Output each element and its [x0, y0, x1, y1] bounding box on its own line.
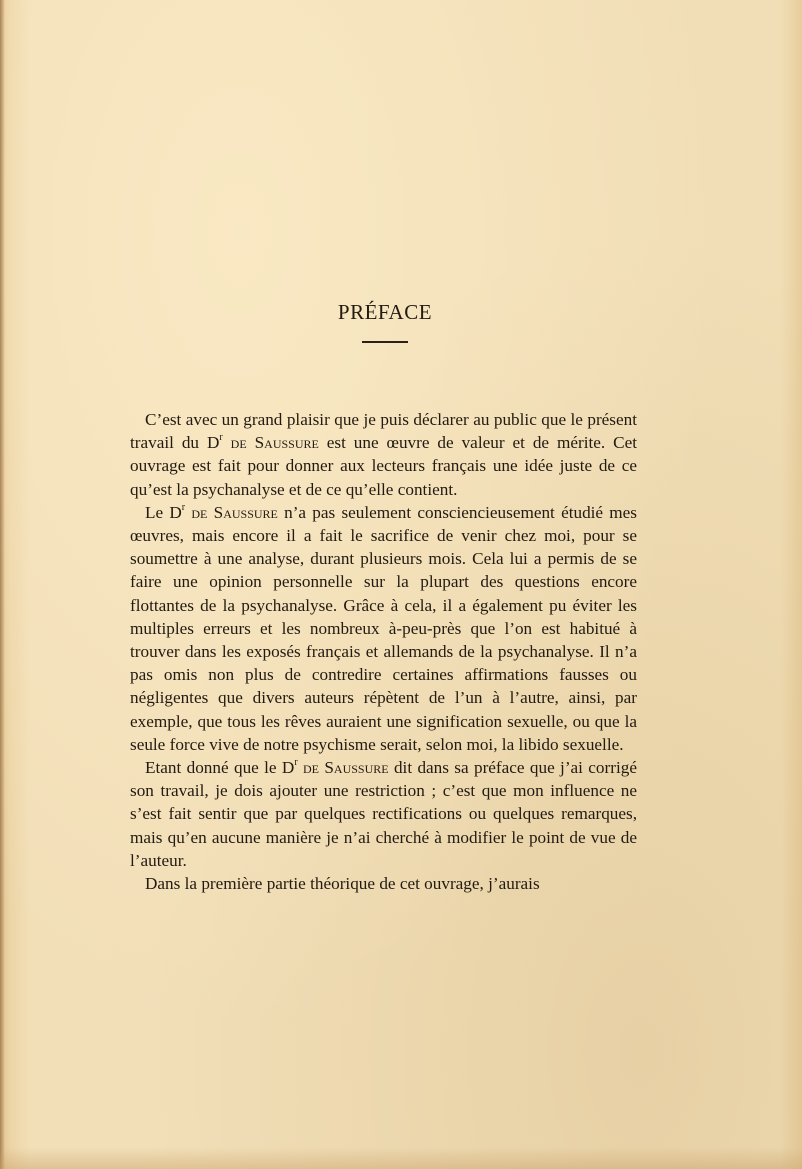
paragraph-text: Etant donné que le D — [145, 758, 295, 778]
paragraph-text: est une œuvre de valeur et de mérite. Cet ouvrage est fait pour donner aux lecteurs français une idée juste de ce qu’est la psychanalyse et de ce qu’elle contient. — [130, 433, 637, 499]
preface-body — [130, 408, 637, 895]
superscript-r: r — [294, 757, 298, 769]
page-title: PRÉFACE — [337, 300, 433, 324]
paragraph-text: n’a pas seulement consciencieusement étudié mes œuvres, mais encore il a fait le sacrifice de venir chez moi, pour se soumettre à une analyse, durant plusieurs mois. Cela lui a permis de se faire une opinion personnelle sur la plupart des questions encore flottantes de la psychanalyse. Grâce à cela, il a également pu éviter les multiples erreurs et les nombreux à-peu-près que l’on est habitué à trouver dans les exposés français et allemands de la psychanalyse. Il n’a pas omis non plus de contredire certaines affirmations fausses ou négligentes que divers auteurs répètent de l’un à l’autre, ainsi, par exemple, que tous les rêves auraient une signification sexuelle, ou que la seule force vive de notre psychisme serait, selon moi, la libido sexuelle. — [130, 502, 637, 754]
paragraph-text: C’est avec un grand plaisir que je puis déclarer au public que le présent travail du D — [130, 410, 637, 453]
author-name: de Saussure — [230, 433, 319, 453]
paragraph-text: dit dans sa préface que j’ai corrigé son travail, je dois ajouter une restriction ; c’est que mon influence ne s’est fait sentir que par quelques rectifications ou quelques remarques, mais qu’en aucune manière je n’ai cherché à modifier le point de vue de l’auteur. — [130, 758, 637, 870]
paragraph-2 — [130, 501, 637, 756]
title-rule — [362, 341, 408, 343]
page-bottom-shadow — [0, 1147, 802, 1169]
paragraph-text: Le D — [145, 502, 182, 522]
paragraph-1 — [130, 408, 637, 501]
superscript-r: r — [219, 432, 223, 444]
paragraph-4 — [130, 872, 637, 895]
author-name: de Saussure — [303, 758, 389, 778]
superscript-r: r — [181, 502, 186, 514]
author-name: de Saussure — [191, 502, 278, 522]
paragraph-text: Dans la première partie théorique de cet ouvrage, j’aurais — [145, 874, 540, 894]
page-gutter-shadow — [0, 0, 5, 1169]
paragraph-3 — [130, 756, 637, 872]
